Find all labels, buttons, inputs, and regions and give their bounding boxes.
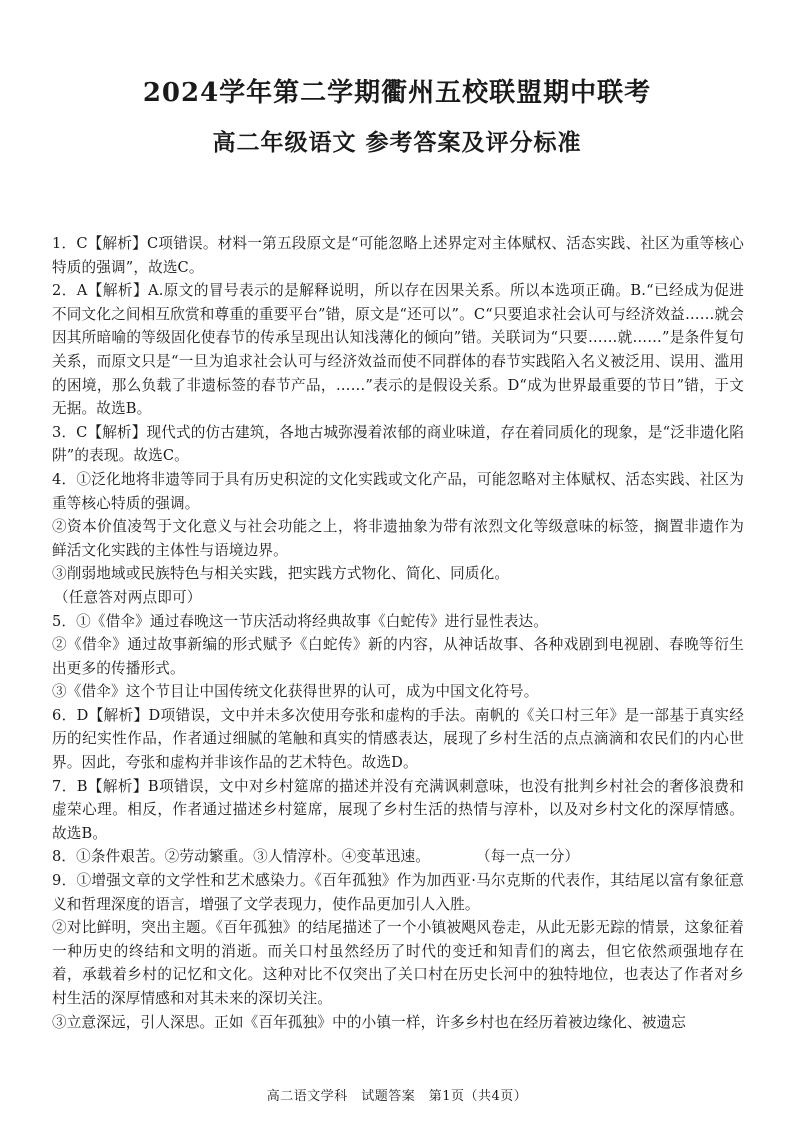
answer-5-point-2: ②《借伞》通过故事新编的形式赋予《白蛇传》新的内容，从神话故事、各种戏剧到电视剧、春晚等衍生出更多的传播形式。	[52, 636, 744, 677]
answer-5-point-1: 5．①《借伞》通过春晚这一节庆活动将经典故事《白蛇传》进行显性表达。	[52, 612, 548, 630]
answer-1: 1．C【解析】C项错误。材料一第五段原文是“可能忽略上述界定对主体赋权、活态实践、社区为重等核心特质的强调”，故选C。	[52, 235, 744, 276]
page-subtitle: 高二年级语文 参考答案及评分标准	[212, 129, 582, 156]
answer-content	[52, 232, 744, 1034]
answer-8	[52, 845, 744, 869]
page-footer: 高二语文学科 试题答案 第1页（共4页）	[266, 1089, 528, 1104]
answer-3: 3．C【解析】现代式的仿古建筑，各地古城弥漫着浓郁的商业味道，存在着同质化的现象，是“泛非遗化陷阱”的表现。故选C。	[52, 423, 744, 465]
answer-9-point-2: ②对比鲜明，突出主题。《百年孤独》的结尾描述了一个小镇被飓风卷走，从此无影无踪的情景，这象征着一种历史的终结和文明的消逝。而关口村虽然经历了时代的变迁和知青们的离去，但它依然顽强地存在着，承载着乡村的记忆和文化。这种对比不仅突出了关口村在历史长河中的独特地位，也表达了作者对乡村生活的深厚情感和对其未来的深切关注。	[52, 919, 744, 1007]
answer-2: 2．A【解析】A.原文的冒号表示的是解释说明，所以存在因果关系。所以本选项正确。B.“已经成为促进不同文化之间相互欣赏和尊重的重要平台”错，原文是“还可以”。C“只要追求社会认可与经济效益……就会因其所暗喻的等级固化使春节的传承呈现出认知浅薄化的倾向”错。关联词为“只要……就……”是条件复句关系，而原文只是“一旦为追求社会认可与经济效益而使不同群体的春节实践陷入名义被泛用、误用、滥用的困境，那么负载了非遗标签的春节产品，……”表示的是假设关系。D“成为世界最重要的节日”错，于文无据。故选B。	[52, 282, 744, 418]
answer-9-point-3: ③立意深远，引人深思。正如《百年孤独》中的小镇一样，许多乡村也在经历着被边缘化、被遗忘	[52, 1013, 686, 1031]
answer-9-point-1: 9．①增强文章的文学性和艺术感染力。《百年孤独》作为加西亚·马尔克斯的代表作，其结尾以富有象征意义和哲理深度的语言，增强了文学表现力，使作品更加引人入胜。	[52, 872, 744, 913]
page-title: 2024学年第二学期衢州五校联盟期中联考	[142, 78, 652, 108]
answer-8-scoring-note: （每一点一分）	[476, 848, 580, 866]
answer-4-scoring-note: （任意答对两点即可）	[54, 588, 202, 606]
answer-8-text: 8．①条件艰苦。②劳动繁重。③人情淳朴。④变革迅速。	[52, 848, 431, 866]
answer-7: 7．B【解析】B项错误，文中对乡村筵席的描述并没有充满讽刺意味，也没有批判乡村社会的奢侈浪费和虚荣心理。相反，作者通过描述乡村筵席，展现了乡村生活的热情与淳朴，以及对乡村文化的深厚情感。故选B。	[52, 777, 744, 842]
answer-6: 6．D【解析】D项错误，文中并未多次使用夸张和虚构的手法。南帆的《关口村三年》是一部基于真实经历的纪实性作品，作者通过细腻的笔触和真实的情感表达，展现了乡村生活的点点滴滴和农民们的内心世界。因此，夸张和虚构并非该作品的艺术特色。故选D。	[52, 706, 744, 772]
answer-5-point-3: ③《借伞》这个节目让中国传统文化获得世界的认可，成为中国文化符号。	[52, 683, 539, 701]
answer-4-point-3: ③削弱地域或民族特色与相关实践，把实践方式物化、简化、同质化。	[52, 565, 510, 583]
answer-4-point-1: 4．①泛化地将非遗等同于具有历史积淀的文化实践或文化产品，可能忽略对主体赋权、活态实践、社区为重等核心特质的强调。	[52, 470, 744, 512]
answer-4-point-2: ②资本价值凌驾于文化意义与社会功能之上，将非遗抽象为带有浓烈文化等级意味的标签，搁置非遗作为鲜活文化实践的主体性与语境边界。	[52, 518, 744, 559]
